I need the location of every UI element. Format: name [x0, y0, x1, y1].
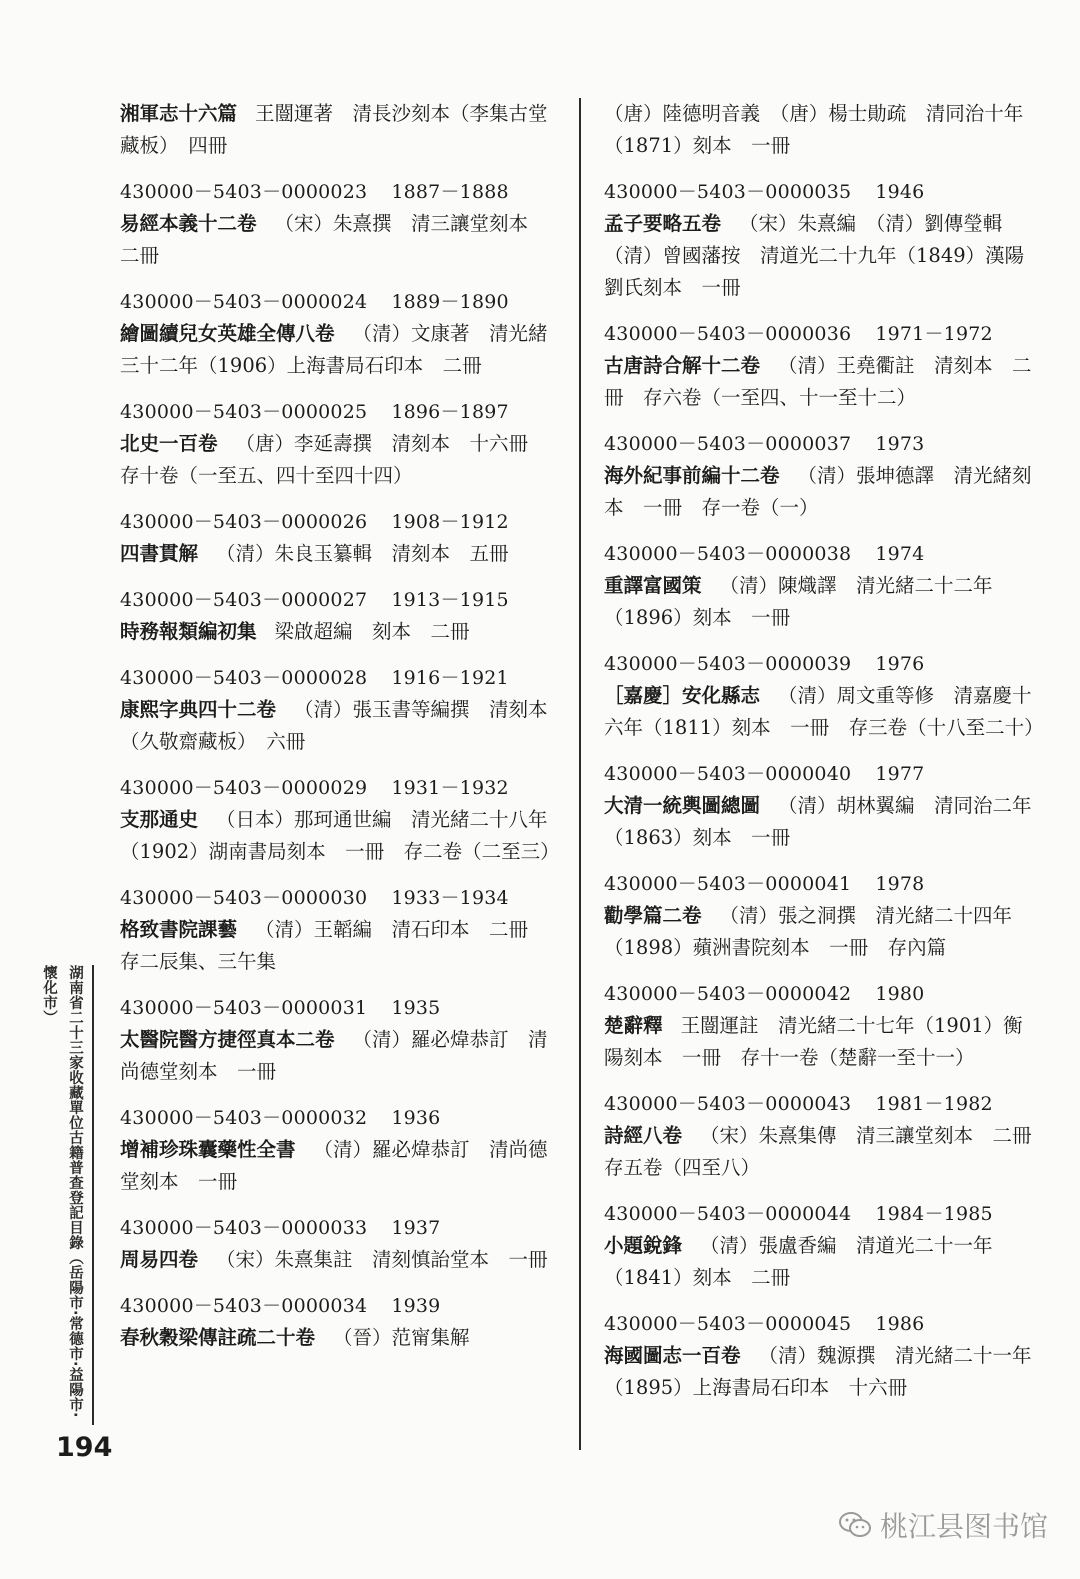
entry-details: （清）魏源撰 清光緒二十一年（1895）上海書局石印本 十六冊: [604, 1344, 1032, 1399]
catalog-entry: [604, 648, 1044, 744]
entry-body: [604, 1120, 1052, 1184]
entry-body: [604, 1340, 1040, 1404]
entry-body: [604, 98, 1040, 162]
entry-number-range: 1935: [391, 997, 441, 1019]
entry-details: （清）陳熾譯 清光緒二十二年（1896）刻本 一冊: [604, 574, 993, 629]
entry-details: （清）張坤德譯 清光緒刻本 一冊 存一卷（一）: [604, 464, 1032, 519]
entry-body: [604, 1230, 1040, 1294]
entry-title: ［嘉慶］安化縣志: [604, 684, 761, 707]
entry-details: 王闓運著 清長沙刻本（李集古堂藏板） 四冊: [120, 102, 548, 157]
catalog-entry: [604, 1198, 1040, 1294]
entry-details: （唐）陸德明音義 （唐）楊士勛疏 清同治十年（1871）刻本 一冊: [604, 102, 1024, 157]
entry-header: [604, 176, 1040, 208]
entry-title: 春秋穀梁傳註疏二十卷: [120, 1326, 316, 1349]
entry-number-range: 1981－1982: [875, 1093, 993, 1115]
entry-number-range: 1971－1972: [875, 323, 993, 345]
catalog-entry: [120, 1290, 558, 1354]
entry-id: 430000－5403－0000026: [120, 511, 368, 533]
entry-number-range: 1896－1897: [391, 401, 509, 423]
catalog-entry: [604, 868, 1040, 964]
entry-number-range: 1908－1912: [391, 511, 509, 533]
catalog-entry: [604, 978, 1040, 1074]
entry-header: [604, 318, 1040, 350]
catalog-entry: [120, 584, 558, 648]
entry-number-range: 1974: [875, 543, 925, 565]
entry-body: [604, 460, 1040, 524]
entry-header: [120, 584, 558, 616]
entry-id: 430000－5403－0000037: [604, 433, 852, 455]
entry-id: 430000－5403－0000044: [604, 1203, 852, 1225]
catalog-entry: [120, 772, 558, 868]
catalog-entry: [120, 176, 558, 272]
entry-number-range: 1976: [875, 653, 925, 675]
entry-details: （清）文康著 清光緒三十二年（1906）上海書局石印本 二冊: [120, 322, 548, 377]
entry-title: 北史一百卷: [120, 432, 218, 455]
entry-title: 勸學篇二卷: [604, 904, 702, 927]
wechat-icon: [838, 1510, 872, 1540]
entry-body: [120, 804, 558, 868]
catalog-entry: [120, 992, 558, 1088]
entry-details: 梁啟超編 刻本 二冊: [274, 620, 470, 643]
entry-title: 孟子要略五卷: [604, 212, 722, 235]
entry-body: [120, 208, 558, 272]
entry-header: [604, 648, 1040, 680]
watermark: [838, 1505, 1048, 1545]
entry-id: 430000－5403－0000041: [604, 873, 852, 895]
entry-id: 430000－5403－0000023: [120, 181, 368, 203]
watermark-text: 桃江县图书馆: [880, 1510, 1049, 1543]
entry-header: [120, 992, 558, 1024]
entry-id: 430000－5403－0000042: [604, 983, 852, 1005]
entry-body: [120, 694, 558, 758]
entry-details: （清）張玉書等編撰 清刻本（久敬齋藏板） 六冊: [120, 698, 548, 753]
entry-header: [120, 1290, 558, 1322]
entry-body: [604, 350, 1040, 414]
entry-body: [604, 680, 1044, 744]
catalog-entry: [120, 662, 558, 758]
entry-header: [120, 772, 558, 804]
entry-header: [604, 868, 1040, 900]
entry-id: 430000－5403－0000036: [604, 323, 852, 345]
catalog-entry: [604, 1088, 1052, 1184]
entry-id: 430000－5403－0000030: [120, 887, 368, 909]
entry-details: （日本）那珂通世編 清光緒二十八年（1902）湖南書局刻本 一冊 存二卷（二至三）: [120, 808, 560, 863]
right-column: [604, 98, 1052, 1418]
entry-details: （清）朱良玉纂輯 清刻本 五冊: [216, 542, 509, 565]
entry-number-range: 1887－1888: [391, 181, 509, 203]
entry-body: [120, 914, 558, 978]
catalog-entry: [604, 318, 1040, 414]
entry-details: 王闓運註 清光緒二十七年（1901）衡陽刻本 一冊 存十一卷（楚辭一至十一）: [604, 1014, 1023, 1069]
entry-number-range: 1937: [391, 1217, 441, 1239]
entry-number-range: 1936: [391, 1107, 441, 1129]
entry-number-range: 1986: [875, 1313, 925, 1335]
entry-id: 430000－5403－0000043: [604, 1093, 852, 1115]
entry-header: [604, 978, 1040, 1010]
running-head-sidebar: [41, 965, 94, 1425]
entry-number-range: 1978: [875, 873, 925, 895]
entry-details: （清）張之洞撰 清光緒二十四年（1898）蘋洲書院刻本 一冊 存內篇: [604, 904, 1013, 959]
page-number: 194: [56, 1432, 113, 1463]
entry-title: 時務報類編初集: [120, 620, 257, 643]
entry-title: 詩經八卷: [604, 1124, 683, 1147]
entry-id: 430000－5403－0000024: [120, 291, 368, 313]
entry-details: （清）羅必煒恭訂 清尚德堂刻本 一冊: [120, 1028, 548, 1083]
entry-details: （清）羅必煒恭訂 清尚德堂刻本 一冊: [120, 1138, 548, 1193]
entry-title: 古唐詩合解十二卷: [604, 354, 761, 377]
entry-header: [120, 1102, 558, 1134]
entry-number-range: 1913－1915: [391, 589, 509, 611]
entry-body: [120, 616, 558, 648]
entry-body: [120, 1322, 558, 1354]
entry-details: （晉）范甯集解: [333, 1326, 470, 1349]
entry-id: 430000－5403－0000032: [120, 1107, 368, 1129]
entry-number-range: 1977: [875, 763, 925, 785]
entry-title: 增補珍珠囊藥性全書: [120, 1138, 296, 1161]
entry-details: （唐）李延壽撰 清刻本 十六冊 存十卷（一至五、四十至四十四）: [120, 432, 548, 487]
catalog-entry: [120, 1102, 558, 1198]
entry-id: 430000－5403－0000038: [604, 543, 852, 565]
catalog-entry: [120, 98, 558, 162]
entry-title: 支那通史: [120, 808, 199, 831]
entry-title: 格致書院課藝: [120, 918, 238, 941]
entry-number-range: 1973: [875, 433, 925, 455]
entry-header: [120, 882, 558, 914]
running-head-text: 湖南省二十三家收藏單位古籍普查登記目錄（岳陽市·常德市·益陽市·懷化市）: [41, 965, 83, 1419]
entry-body: [120, 428, 558, 492]
entry-number-range: 1933－1934: [391, 887, 509, 909]
entry-title: 小題銳鋒: [604, 1234, 683, 1257]
catalog-entry: [120, 1212, 558, 1276]
catalog-entry: [604, 1308, 1040, 1404]
entry-body: [120, 1244, 558, 1276]
catalog-entry: [604, 428, 1040, 524]
entry-title: 康熙字典四十二卷: [120, 698, 277, 721]
entry-details: （宋）朱熹編 （清）劉傳瑩輯 （清）曾國藩按 清道光二十九年（1849）漢陽劉氏刻本 一冊: [604, 212, 1025, 299]
entry-header: [604, 428, 1040, 460]
entry-id: 430000－5403－0000027: [120, 589, 368, 611]
entry-id: 430000－5403－0000029: [120, 777, 368, 799]
entry-header: [120, 176, 558, 208]
catalog-entry: [604, 538, 1040, 634]
entry-number-range: 1939: [391, 1295, 441, 1317]
entry-number-range: 1980: [875, 983, 925, 1005]
entry-body: [604, 790, 1040, 854]
entry-title: 湘軍志十六篇: [120, 102, 238, 125]
entry-title: 大清一統輿圖總圖: [604, 794, 761, 817]
entry-details: （宋）朱熹撰 清三讓堂刻本 二冊: [120, 212, 548, 267]
entry-header: [120, 506, 558, 538]
entry-number-range: 1946: [875, 181, 925, 203]
entry-number-range: 1931－1932: [391, 777, 509, 799]
entry-number-range: 1889－1890: [391, 291, 509, 313]
entry-body: [120, 318, 558, 382]
entry-id: 430000－5403－0000034: [120, 1295, 368, 1317]
left-column: [120, 98, 558, 1368]
entry-id: 430000－5403－0000039: [604, 653, 852, 675]
entry-body: [120, 1024, 558, 1088]
catalog-entry: [120, 882, 558, 978]
entry-header: [604, 1198, 1040, 1230]
entry-details: （宋）朱熹集傳 清三讓堂刻本 二冊 存五卷（四至八）: [604, 1124, 1052, 1179]
entry-body: [604, 208, 1040, 304]
entry-details: （清）張盧香編 清道光二十一年（1841）刻本 二冊: [604, 1234, 993, 1289]
entry-header: [120, 662, 558, 694]
entry-header: [604, 538, 1040, 570]
entry-header: [604, 1308, 1040, 1340]
entry-header: [604, 758, 1040, 790]
entry-title: 易經本義十二卷: [120, 212, 257, 235]
entry-title: 重譯富國策: [604, 574, 702, 597]
entry-body: [120, 98, 558, 162]
entry-id: 430000－5403－0000033: [120, 1217, 368, 1239]
entry-body: [604, 1010, 1040, 1074]
entry-details: （清）王堯衢註 清刻本 二冊 存六卷（一至四、十一至十二）: [604, 354, 1032, 409]
catalog-entry: [120, 286, 558, 382]
entry-id: 430000－5403－0000028: [120, 667, 368, 689]
catalog-entry: [604, 98, 1040, 162]
catalog-entry: [120, 396, 558, 492]
entry-details: （清）王韜編 清石印本 二冊 存二辰集、三午集: [120, 918, 548, 973]
entry-id: 430000－5403－0000025: [120, 401, 368, 423]
entry-body: [120, 538, 558, 570]
entry-id: 430000－5403－0000031: [120, 997, 368, 1019]
catalog-entry: [604, 176, 1040, 304]
entry-title: 海國圖志一百卷: [604, 1344, 741, 1367]
entry-header: [120, 286, 558, 318]
entry-header: [120, 396, 558, 428]
catalog-entry: [604, 758, 1040, 854]
entry-body: [604, 570, 1040, 634]
entry-header: [604, 1088, 1040, 1120]
entry-header: [120, 1212, 558, 1244]
entry-details: （宋）朱熹集註 清刻慎詒堂本 一冊: [216, 1248, 548, 1271]
entry-title: 太醫院醫方捷徑真本二卷: [120, 1028, 335, 1051]
column-divider: [579, 98, 581, 1450]
entry-number-range: 1916－1921: [391, 667, 509, 689]
entry-title: 楚辭釋: [604, 1014, 663, 1037]
entry-title: 海外紀事前編十二卷: [604, 464, 780, 487]
entry-id: 430000－5403－0000035: [604, 181, 852, 203]
entry-details: （清）周文重等修 清嘉慶十六年（1811）刻本 一冊 存三卷（十八至二十）: [604, 684, 1044, 739]
entry-body: [120, 1134, 558, 1198]
entry-id: 430000－5403－0000040: [604, 763, 852, 785]
entry-id: 430000－5403－0000045: [604, 1313, 852, 1335]
entry-body: [604, 900, 1040, 964]
entry-title: 四書貫解: [120, 542, 199, 565]
entry-number-range: 1984－1985: [875, 1203, 993, 1225]
entry-title: 繪圖續兒女英雄全傳八卷: [120, 322, 335, 345]
catalog-entry: [120, 506, 558, 570]
entry-title: 周易四卷: [120, 1248, 199, 1271]
entry-details: （清）胡林翼編 清同治二年（1863）刻本 一冊: [604, 794, 1032, 849]
